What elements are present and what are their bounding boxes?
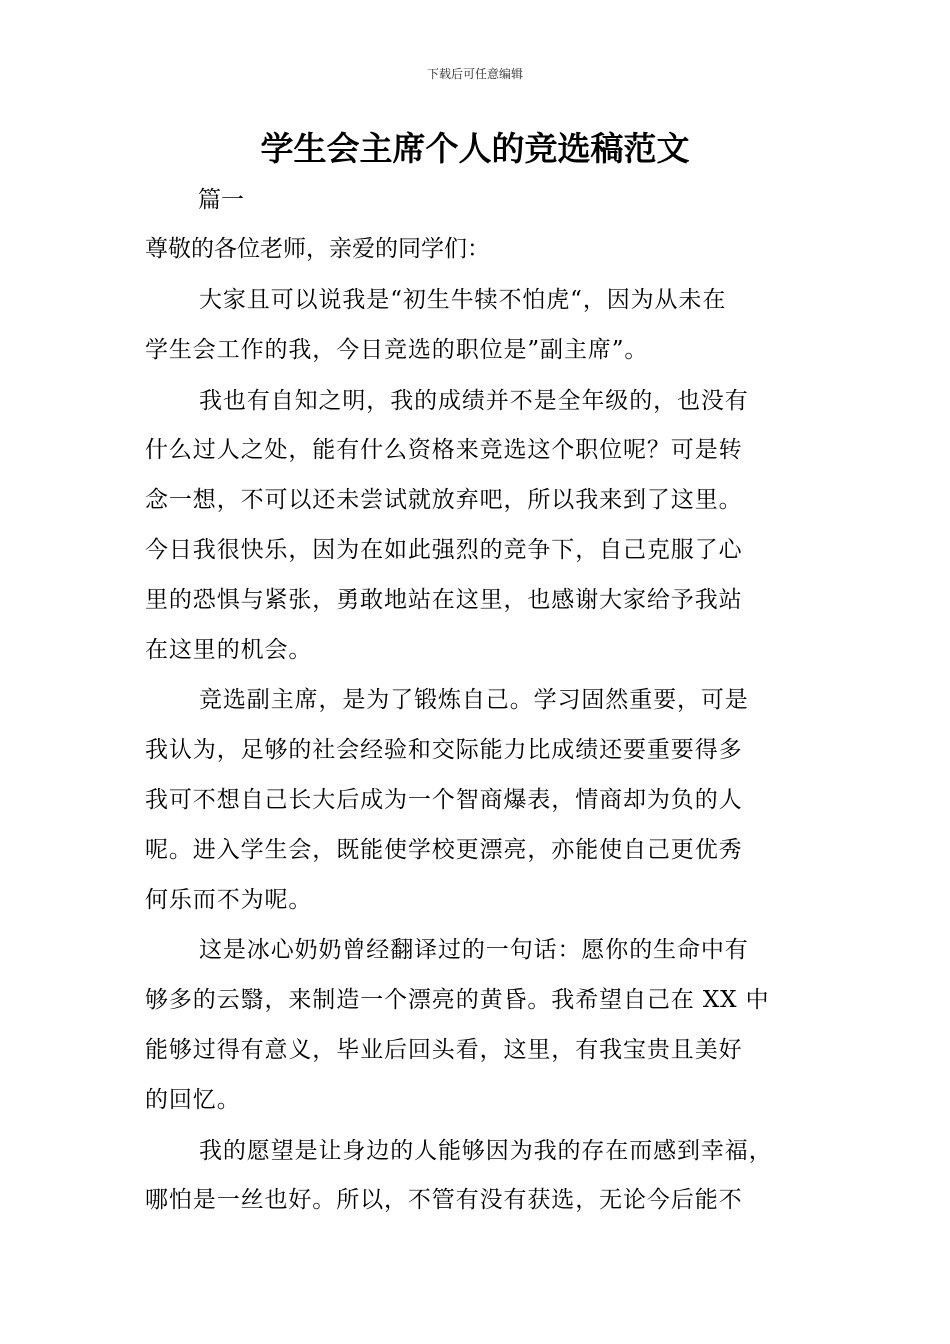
- text-line: 里的恐惧与紧张，勇敢地站在这里，也感谢大家给予我站: [145, 586, 743, 613]
- text-line: 够多的云翳，来制造一个漂亮的黄昏。我希望自己在 XX 中: [145, 987, 770, 1014]
- text-line: 什么过人之处，能有什么资格来竞选这个职位呢？可是转: [145, 437, 743, 464]
- section-label: 篇一: [198, 187, 244, 213]
- paragraph: [145, 676, 835, 925]
- text-line: 我认为，足够的社会经验和交际能力比成绩还要重要得多: [145, 737, 743, 764]
- page-header-note: 下载后可任意编辑: [426, 67, 523, 81]
- text-line: 我可不想自己长大后成为一个智商爆表，情商却为负的人: [145, 786, 743, 813]
- paragraph: [145, 926, 835, 1125]
- text-line: 我也有自知之明，我的成绩并不是全年级的，也没有: [199, 387, 749, 414]
- document-title: 学生会主席个人的竞选稿范文: [260, 129, 690, 168]
- text-line: 学生会工作的我，今日竞选的职位是”副主席”。: [145, 336, 649, 363]
- text-line: 今日我很快乐，因为在如此强烈的竞争下，自己克服了心: [145, 536, 743, 563]
- text-line: 何乐而不为呢。: [145, 886, 313, 913]
- salutation: 尊敬的各位老师，亲爱的同学们：: [145, 236, 490, 262]
- text-line: 竞选副主席，是为了锻炼自己。学习固然重要，可是: [199, 687, 749, 714]
- text-line: 哪怕是一丝也好。所以，不管有没有获选，无论今后能不: [145, 1187, 743, 1214]
- paragraph: [145, 1127, 835, 1227]
- document-body: [145, 276, 835, 1227]
- text-line: 在这里的机会。: [145, 636, 313, 663]
- text-line: 能够过得有意义，毕业后回头看，这里，有我宝贵且美好: [145, 1036, 743, 1063]
- text-line: 这是冰心奶奶曾经翻译过的一句话：愿你的生命中有: [199, 937, 749, 964]
- text-line: 我的愿望是让身边的人能够因为我的存在而感到幸福，: [199, 1137, 773, 1164]
- text-line: 念一想，不可以还未尝试就放弃吧，所以我来到了这里。: [145, 487, 743, 514]
- paragraph: [145, 276, 835, 376]
- text-line: 大家且可以说我是“初生牛犊不怕虎“，因为从未在: [199, 287, 727, 313]
- text-line: 的回忆。: [145, 1086, 241, 1113]
- text-line: 呢。进入学生会，既能使学校更漂亮，亦能使自己更优秀: [145, 836, 743, 863]
- paragraph: [145, 377, 835, 676]
